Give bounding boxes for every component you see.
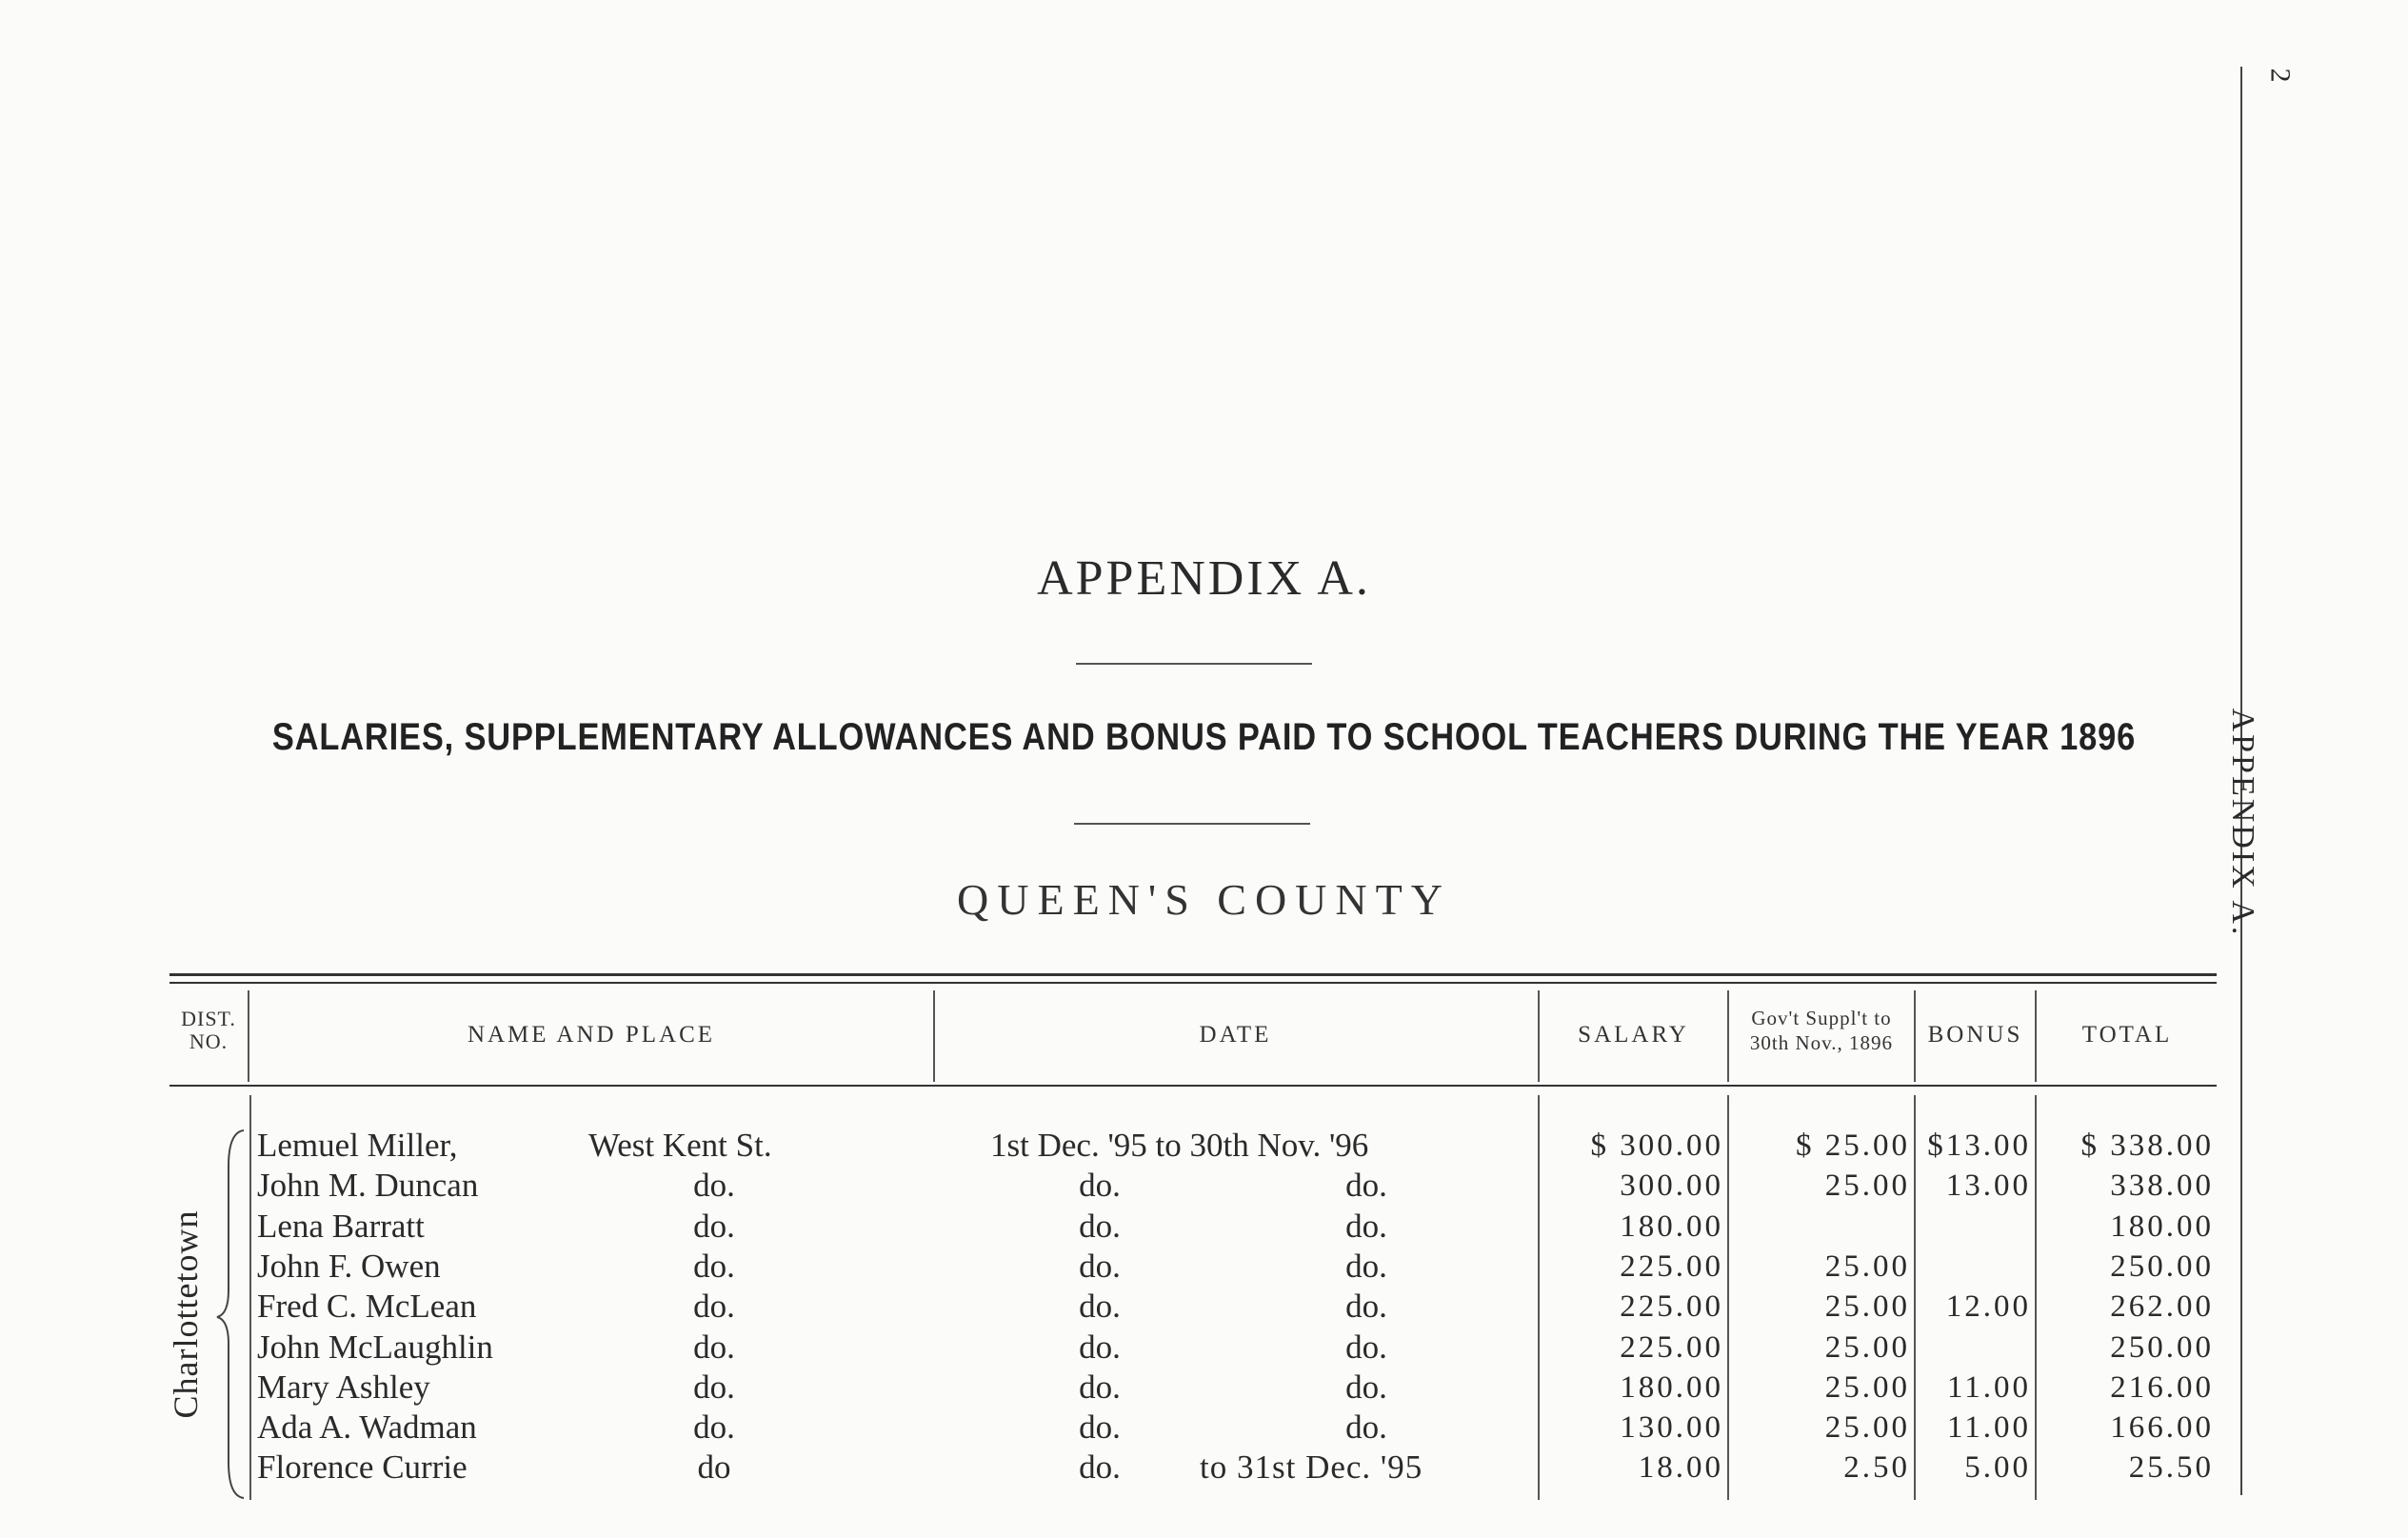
- row-bonus: 12.00: [1945, 1289, 2031, 1324]
- row-name: John McLaughlin: [257, 1328, 493, 1366]
- page-number: 2: [2264, 68, 2297, 83]
- row-date-from: do.: [1079, 1288, 1121, 1325]
- row-name: John M. Duncan: [257, 1167, 479, 1204]
- row-bonus: 13.00: [1945, 1168, 2031, 1203]
- row-total: 262.00: [2110, 1289, 2214, 1324]
- row-date-from: do.: [1079, 1408, 1121, 1446]
- row-total: 338.00: [2110, 1168, 2214, 1203]
- row-date-from: do.: [1079, 1208, 1121, 1245]
- row-bonus: 11.00: [1946, 1410, 2031, 1445]
- header-govt-suppl: [1729, 1006, 1914, 1055]
- row-salary: $ 300.00: [1590, 1129, 1723, 1163]
- row-govt-suppl: 25.00: [1824, 1289, 1910, 1324]
- header-salary: SALARY: [1578, 1022, 1689, 1048]
- row-date-to: to 31st Dec. '95: [1200, 1448, 1423, 1486]
- row-date-from: 1st Dec. '95 to 30th Nov. '96: [990, 1127, 1369, 1164]
- row-govt-suppl: 2.50: [1843, 1450, 1910, 1485]
- page-title: APPENDIX A.: [1037, 551, 1371, 606]
- row-date-to: do.: [1345, 1408, 1387, 1446]
- row-govt-suppl: 25.00: [1824, 1168, 1910, 1203]
- row-place: do.: [693, 1208, 735, 1245]
- district-label: Charlottetown: [167, 1209, 205, 1419]
- row-place: West Kent St.: [588, 1127, 772, 1164]
- row-date-to: do.: [1345, 1248, 1387, 1285]
- header-date: DATE: [1199, 1022, 1272, 1048]
- header-dist-line2: NO.: [189, 1029, 229, 1053]
- table-top-rule-thin: [169, 982, 2217, 984]
- column-divider: [249, 1095, 251, 1500]
- row-date-from: do.: [1079, 1368, 1121, 1406]
- row-bonus: $13.00: [1927, 1129, 2031, 1163]
- row-name: Mary Ashley: [257, 1368, 430, 1406]
- row-place: do.: [693, 1368, 735, 1406]
- row-name: Lemuel Miller,: [257, 1127, 458, 1164]
- row-date-from: do.: [1079, 1167, 1121, 1204]
- title-divider: [1076, 663, 1312, 665]
- row-place: do.: [693, 1248, 735, 1285]
- row-salary: 225.00: [1620, 1289, 1723, 1324]
- row-place: do.: [693, 1408, 735, 1446]
- row-govt-suppl: 25.00: [1824, 1410, 1910, 1445]
- side-running-heading: APPENDIX A.: [2225, 708, 2260, 938]
- county-heading: QUEEN'S COUNTY: [957, 875, 1451, 924]
- row-salary: 180.00: [1620, 1209, 1723, 1244]
- row-total: 180.00: [2110, 1209, 2214, 1244]
- row-date-from: do.: [1079, 1248, 1121, 1285]
- row-name: John F. Owen: [257, 1248, 441, 1285]
- row-salary: 180.00: [1620, 1370, 1723, 1405]
- row-total: 166.00: [2110, 1410, 2214, 1445]
- table-top-rule: [169, 973, 2217, 976]
- row-govt-suppl: 25.00: [1824, 1249, 1910, 1284]
- row-place: do.: [693, 1167, 735, 1204]
- header-bonus: BONUS: [1927, 1022, 2023, 1048]
- row-total: 216.00: [2110, 1370, 2214, 1405]
- row-place: do.: [693, 1328, 735, 1366]
- page-subtitle: SALARIES, SUPPLEMENTARY ALLOWANCES AND BONUS PAID TO SCHOOL TEACHERS DURING THE YEAR 1896: [271, 716, 2137, 758]
- header-govt-line1: Gov't Suppl't to: [1751, 1007, 1892, 1029]
- district-brace: [215, 1129, 248, 1500]
- header-dist-line1: DIST.: [181, 1007, 236, 1030]
- row-total: 250.00: [2110, 1249, 2214, 1284]
- row-salary: 300.00: [1620, 1168, 1723, 1203]
- row-govt-suppl: $ 25.00: [1796, 1129, 1910, 1163]
- header-bottom-rule: [169, 1085, 2217, 1087]
- row-salary: 130.00: [1620, 1410, 1723, 1445]
- row-date-to: do.: [1345, 1167, 1387, 1204]
- row-name: Ada A. Wadman: [257, 1408, 477, 1446]
- row-name: Lena Barratt: [257, 1208, 425, 1245]
- row-total: $ 338.00: [2080, 1129, 2214, 1163]
- row-date-to: do.: [1345, 1208, 1387, 1245]
- row-date-to: do.: [1345, 1288, 1387, 1325]
- row-govt-suppl: 25.00: [1824, 1330, 1910, 1365]
- header-dist-no: [169, 1008, 248, 1053]
- row-place: do: [697, 1448, 731, 1486]
- header-govt-line2: 30th Nov., 1896: [1749, 1031, 1894, 1054]
- row-date-to: do.: [1345, 1368, 1387, 1406]
- row-bonus: 5.00: [1964, 1450, 2031, 1485]
- row-salary: 225.00: [1620, 1330, 1723, 1365]
- row-name: Florence Currie: [257, 1448, 468, 1486]
- subtitle-divider: [1074, 823, 1310, 825]
- row-place: do.: [693, 1288, 735, 1325]
- row-total: 250.00: [2110, 1330, 2214, 1365]
- row-salary: 225.00: [1620, 1249, 1723, 1284]
- row-date-from: do.: [1079, 1328, 1121, 1366]
- row-date-from: do.: [1079, 1448, 1121, 1486]
- row-total: 25.50: [2128, 1450, 2214, 1485]
- row-bonus: 11.00: [1946, 1370, 2031, 1405]
- row-salary: 18.00: [1638, 1450, 1723, 1485]
- row-name: Fred C. McLean: [257, 1288, 477, 1325]
- row-date-to: do.: [1345, 1328, 1387, 1366]
- row-govt-suppl: 25.00: [1824, 1370, 1910, 1405]
- header-total: TOTAL: [2081, 1022, 2173, 1048]
- header-name-place: NAME AND PLACE: [467, 1022, 716, 1048]
